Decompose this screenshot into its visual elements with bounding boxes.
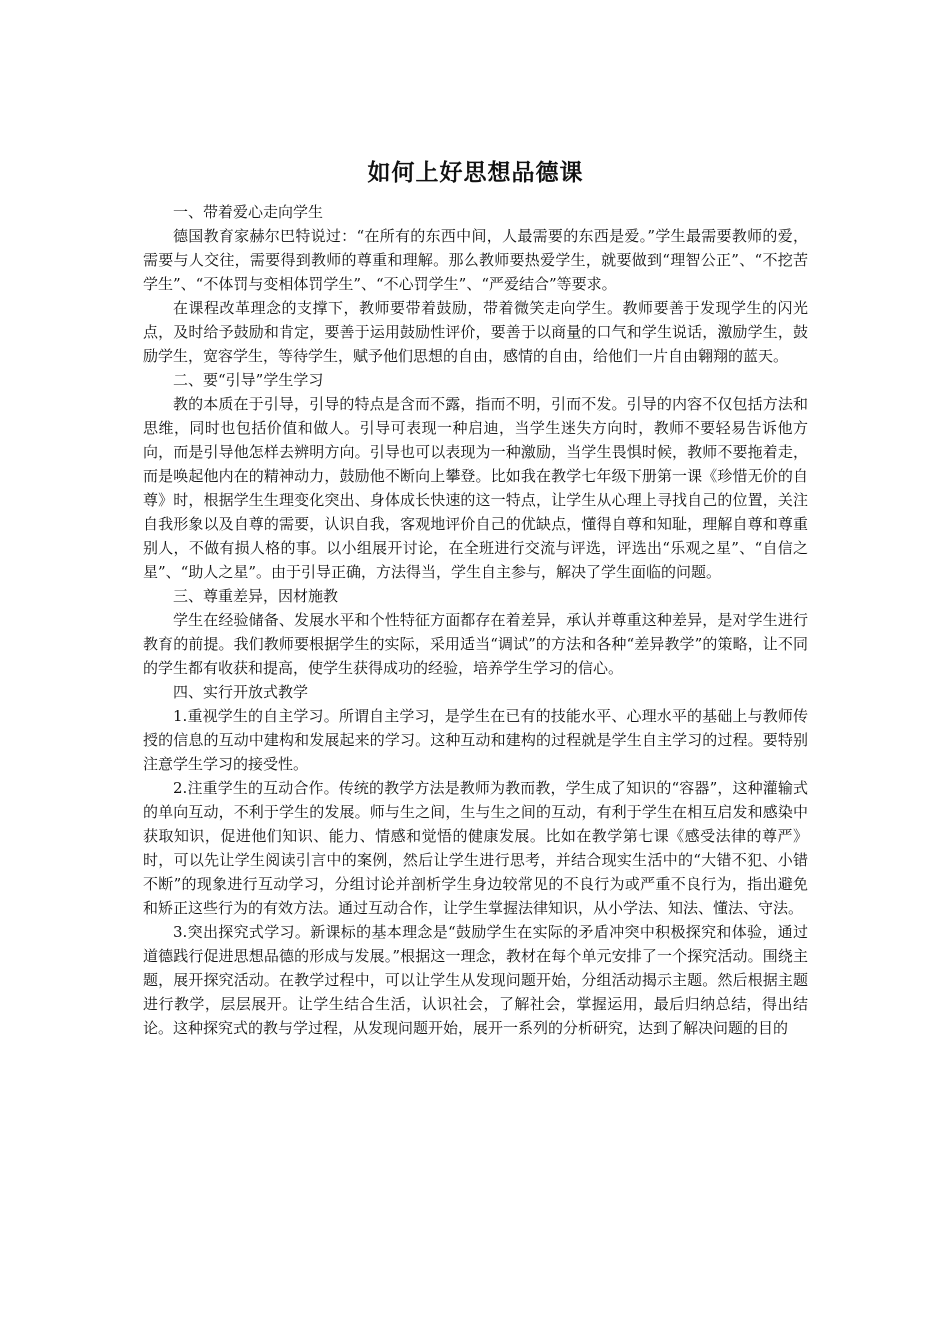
paragraph: 教的本质在于引导，引导的特点是含而不露，指而不明，引而不发。引导的内容不仅包括方法和思维，同时也包括价值和做人。引导可表现一种启迪，当学生迷失方向时，教师不要轻易告诉他方向，而是引导他怎样去辨明方向。引导也可以表现为一种激励，当学生畏惧时候，教师不要拖着走，而是唤起他内在的精神动力，鼓励他不断向上攀登。比如我在教学七年级下册第一课《珍惜无价的自尊》时，根据学生生理变化突出、身体成长快速的这一特点，让学生从心理上寻找自己的位置，关注自我形象以及自尊的需要，认识自我，客观地评价自己的优缺点，懂得自尊和知耻，理解自尊和尊重别人，不做有损人格的事。以小组展开讨论，在全班进行交流与评选，评选出“乐观之星”、“自信之星”、“助人之星”。由于引导正确，方法得当，学生自主参与，解决了学生面临的问题。: [143, 395, 808, 581]
section-heading-3: 三、尊重差异，因材施教: [173, 587, 339, 605]
paragraph: 3.突出探究式学习。新课标的基本理念是“鼓励学生在实际的矛盾冲突中积极探究和体验，通过道德践行促进思想品德的形成与发展。”根据这一理念，教材在每个单元安排了一个探究活动。围绕主题，展开探究活动。在教学过程中，可以让学生从发现问题开始，分组活动揭示主题。然后根据主题进行教学，层层展开。让学生结合生活，认识社会，了解社会，掌握运用，最后归纳总结，得出结论。这种探究式的教与学过程，从发现问题开始，展开一系列的分析研究，达到了解决问题的目的: [143, 923, 808, 1037]
document-title: 如何上好思想品德课: [367, 160, 584, 186]
paragraph: 1.重视学生的自主学习。所谓自主学习，是学生在已有的技能水平、心理水平的基础上与教师传授的信息的互动中建构和发展起来的学习。这种互动和建构的过程就是学生自主学习的过程。要特别注意学生学习的接受性。: [143, 707, 808, 773]
paragraph: 在课程改革理念的支撑下，教师要带着鼓励，带着微笑走向学生。教师要善于发现学生的闪光点，及时给予鼓励和肯定，要善于运用鼓励性评价，要善于以商量的口气和学生说话，激励学生，鼓励学生，宽容学生，等待学生，赋予他们思想的自由，感情的自由，给他们一片自由翱翔的蓝天。: [143, 299, 808, 365]
section-heading-2: 二、要“引导”学生学习: [173, 371, 324, 389]
document-page: [143, 152, 808, 1040]
paragraph: 2.注重学生的互动合作。传统的教学方法是教师为教而教，学生成了知识的“容器”，这种灌输式的单向互动，不利于学生的发展。师与生之间，生与生之间的互动，有利于学生在相互启发和感染中获取知识，促进他们知识、能力、情感和觉悟的健康发展。比如在教学第七课《感受法律的尊严》时，可以先让学生阅读引言中的案例，然后让学生进行思考，并结合现实生活中的“大错不犯、小错不断”的现象进行互动学习，分组讨论并剖析学生身边较常见的不良行为或严重不良行为，指出避免和矫正这些行为的有效方法。通过互动合作，让学生掌握法律知识，从小学法、知法、懂法、守法。: [143, 779, 808, 917]
section-heading-4: 四、实行开放式教学: [173, 683, 309, 701]
paragraph: 学生在经验储备、发展水平和个性特征方面都存在着差异，承认并尊重这种差异，是对学生进行教育的前提。我们教师要根据学生的实际，采用适当“调试”的方法和各种“差异教学”的策略，让不同的学生都有收获和提高，使学生获得成功的经验，培养学生学习的信心。: [143, 611, 808, 677]
paragraph: 德国教育家赫尔巴特说过：“在所有的东西中间，人最需要的东西是爱。”学生最需要教师的爱，需要与人交往，需要得到教师的尊重和理解。那么教师要热爱学生，就要做到“理智公正”、“不挖苦学生”、“不体罚与变相体罚学生”、“不心罚学生”、“严爱结合”等要求。: [143, 227, 808, 293]
section-heading-1: 一、带着爱心走向学生: [173, 203, 324, 221]
